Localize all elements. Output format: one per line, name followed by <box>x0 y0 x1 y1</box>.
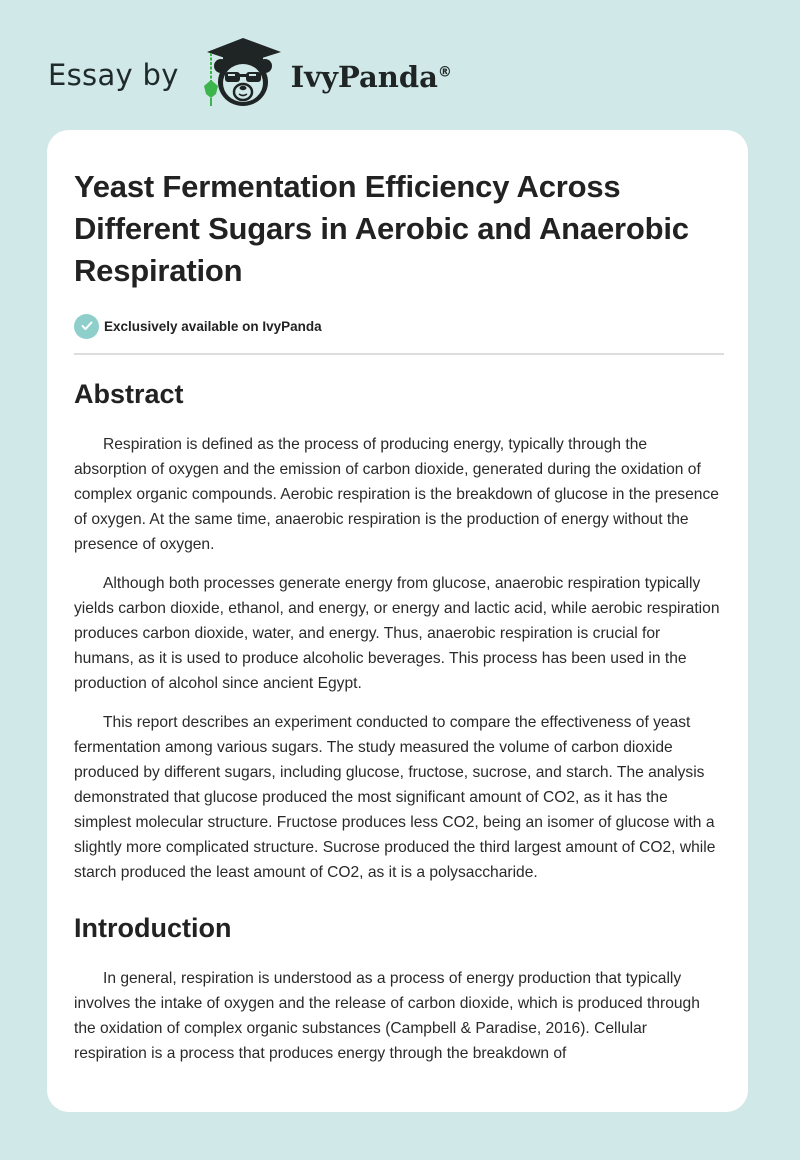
check-circle-icon <box>74 314 99 339</box>
introduction-paragraph: In general, respiration is understood as a process of energy production that typically involves the intake of oxygen and the release of carbon dioxide, which is produced through the oxidation of complex organic substances (Campbell & Paradise, 2016). Cellular respiration is a process that produces energy through the breakdown of <box>74 970 700 1062</box>
exclusive-badge-text: Exclusively available on IvyPanda <box>104 318 322 334</box>
essay-by-label: Essay by <box>48 58 179 92</box>
brand-logo-link[interactable] <box>48 36 452 110</box>
section-heading-introduction: Introduction <box>74 913 232 943</box>
panda-graduate-logo-icon <box>197 36 287 110</box>
exclusive-badge <box>74 313 724 339</box>
brand-name <box>291 60 452 94</box>
essay-content <box>74 166 724 1066</box>
abstract-paragraph: Respiration is defined as the process of producing energy, typically through the absorption of oxygen and the emission of carbon dioxide, generated during the oxidation of complex organic compounds. Aerobic respiration is the breakdown of glucose in the presence of oxygen. At the same time, anaerobic respiration is the production of energy without the presence of oxygen. <box>74 436 719 553</box>
registered-mark: ® <box>437 64 452 81</box>
brand-name-text: IvyPanda <box>290 60 438 94</box>
essay-card <box>47 130 748 1112</box>
essay-title: Yeast Fermentation Efficiency Across Different Sugars in Aerobic and Anaerobic Respiration <box>74 169 689 288</box>
abstract-paragraph: Although both processes generate energy from glucose, anaerobic respiration typically yields carbon dioxide, ethanol, and energy, or energy and lactic acid, while aerobic respiration produces carbon dioxide, water, and energy. Thus, anaerobic respiration is crucial for humans, as it is used to produce alcoholic beverages. This process has been used in the production of alcohol since ancient Egypt. <box>74 575 720 692</box>
abstract-paragraph: This report describes an experiment conducted to compare the effectiveness of yeast fermentation among various sugars. The study measured the volume of carbon dioxide produced by different sugars, including glucose, fructose, sucrose, and starch. The analysis demonstrated that glucose produced the most significant amount of CO2, as it has the simplest molecular structure. Fructose produces less CO2, being an isomer of glucose with a slightly more complicated structure. Sucrose produced the third largest amount of CO2, while starch produced the least amount of CO2, as it is a polysaccharide. <box>74 714 716 881</box>
title-divider <box>74 353 724 355</box>
section-heading-abstract: Abstract <box>74 379 184 409</box>
site-header <box>0 0 800 130</box>
